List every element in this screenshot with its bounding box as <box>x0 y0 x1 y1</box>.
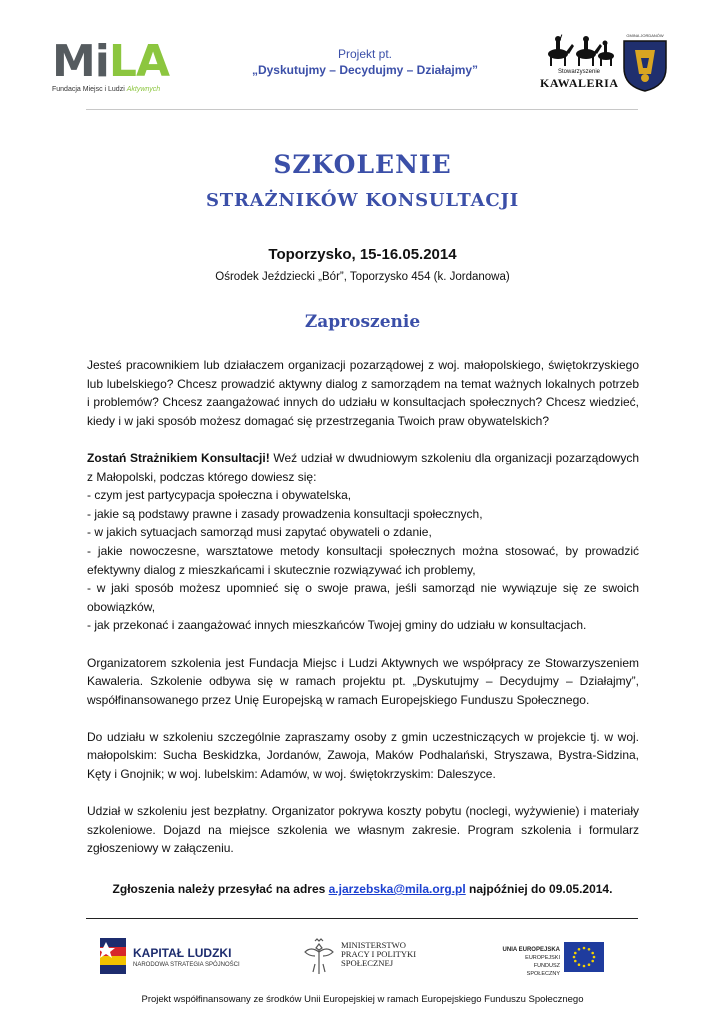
list-item: - w jaki sposób możesz upomnieć się o swoje prawa, jeśli samorząd nie wywiązuje się ze swoich obowiązków, <box>87 581 639 614</box>
header-divider <box>86 109 638 110</box>
list-item: - czym jest partycypacja społeczna i obywatelska, <box>87 488 352 503</box>
project-line-1: Projekt pt. <box>337 47 393 61</box>
call-rest: Weź udział w dwudniowym szkoleniu dla organizacji pozarządowych z Małopolski, podczas którego dowiesz się: <box>87 450 639 484</box>
kawaleria-title: KAWALERIA <box>540 76 619 90</box>
registration-before: Zgłoszenia należy przesyłać na adres <box>112 882 329 896</box>
ministry-logo <box>303 938 433 978</box>
kawaleria-small-label: Stowarzyszenie <box>557 69 601 75</box>
eu-logo <box>500 938 620 978</box>
gmina-label: GMINA JORDANÓW <box>626 33 664 38</box>
kawaleria-logo <box>540 34 618 90</box>
paragraph-costs: Udział w szkoleniu jest bezpłatny. Organizator pokrywa koszty pobytu (noclegi, wyżywienie) i materiały szkoleniowe. Dojazd na miejsce szkolenia we własnym zakresie. Program szkolenia i formularz zgłoszeniowy w załączeniu. <box>87 804 639 856</box>
title-line-2: STRAŻNIKÓW KONSULTACJI <box>205 190 520 211</box>
ministry-line-1: MINISTERSTWO <box>341 940 406 950</box>
kapital-ludzki-logo <box>100 938 240 978</box>
mila-subtitle: Fundacja Miejsc i Ludzi <box>52 86 125 93</box>
polish-eagle-icon <box>303 938 335 976</box>
gmina-jordanow-crest <box>621 33 669 91</box>
footer-divider <box>86 918 638 919</box>
eu-flag-icon <box>564 942 604 972</box>
coat-of-arms-icon <box>621 38 669 92</box>
paragraph-call <box>87 449 639 635</box>
title-line-1: SZKOLENIE <box>273 150 452 179</box>
mila-logo <box>52 36 182 96</box>
list-item: - jakie są podstawy prawne i zasady prowadzenia konsultacji społecznych, <box>87 506 483 521</box>
mila-logo-word: MiLA <box>52 36 169 87</box>
list-item: - w jakich sytuacjach samorząd musi zapytać obywateli o zdanie, <box>87 525 432 540</box>
kapital-ludzki-flag-icon <box>100 938 126 974</box>
horse-riders-icon <box>540 34 618 68</box>
eu-line-2: EUROPEJSKI <box>525 955 560 961</box>
registration-note <box>0 882 725 896</box>
project-title <box>200 46 530 78</box>
kapital-ludzki-title: KAPITAŁ LUDZKI <box>133 946 232 960</box>
footer-note: Projekt współfinansowany ze środków Unii Europejskiej w ramach Europejskiego Funduszu Społecznego <box>141 994 584 1005</box>
eu-line-3: FUNDUSZ SPOŁECZNY <box>526 963 560 977</box>
paragraph-organizer: Organizatorem szkolenia jest Fundacja Miejsc i Ludzi Aktywnych we współpracy ze Stowarzyszeniem Kawaleria. Szkolenie odbywa się w ramach projektu pt. „Dyskutujmy – Decydujmy – Działajmy”, współfinansowanego przez Unię Europejską w ramach Europejskiego Funduszu Społecznego. <box>87 655 639 707</box>
invitation-heading: Zaproszenie <box>304 312 421 332</box>
event-venue: Ośrodek Jeździecki „Bór”, Toporzysko 454 (k. Jordanowa) <box>215 271 510 283</box>
kapital-ludzki-subtitle: NARODOWA STRATEGIA SPÓJNOŚCI <box>133 962 240 968</box>
event-place-date: Toporzysko, 15-16.05.2014 <box>268 246 457 263</box>
registration-after: najpóźniej do 09.05.2014. <box>465 882 613 896</box>
header <box>0 0 725 110</box>
email-link[interactable]: a.jarzebska@mila.org.pl <box>328 882 466 896</box>
call-to-action: Zostań Strażnikiem Konsultacji! <box>87 450 270 465</box>
eu-line-1: UNIA EUROPEJSKA <box>502 947 560 953</box>
list-item: - jak przekonać i zaangażować innych mieszkańców Twojej gminy do udziału w konsultacjach. <box>87 618 587 633</box>
project-line-2: „Dyskutujmy – Decydujmy – Działajmy” <box>251 63 479 77</box>
paragraph-municipalities: Do udziału w szkoleniu szczególnie zapraszamy osoby z gmin uczestniczących w projekcie tj. w woj. małopolskim: Sucha Beskidzka, Jordanów, Zawoja, Maków Podhalański, Stryszawa, Bystra-Sidzina, Kęty i Gnojnik; w woj. lubelskim: Adamów, w woj. świętokrzyskim: Daleszyce. <box>87 729 639 782</box>
body-text <box>87 356 639 877</box>
mila-subtitle-accent: Aktywnych <box>126 86 161 93</box>
ministry-line-3: SPOŁECZNEJ <box>341 958 394 968</box>
list-item: - jakie nowoczesne, warsztatowe metody konsultacji społecznych można stosować, by prowadzić efektywny dialog z mieszkańcami i skutecznie rozwiązywać ich problemy, <box>87 543 639 577</box>
paragraph-intro: Jesteś pracownikiem lub działaczem organizacji pozarządowej z woj. małopolskiego, świętokrzyskiego lub lubelskiego? Chcesz prowadzić aktywny dialog z samorządem na temat ważnych lokalnych potrzeb i problemów? Chcesz zaangażować innych do udziału w konsultacjach społecznych? Chcesz wiedzieć, kiedy i w jaki sposób możesz domagać się przestrzegania Twoich praw obywatelskich? <box>87 358 639 428</box>
ministry-line-2: PRACY I POLITYKI <box>341 949 417 959</box>
